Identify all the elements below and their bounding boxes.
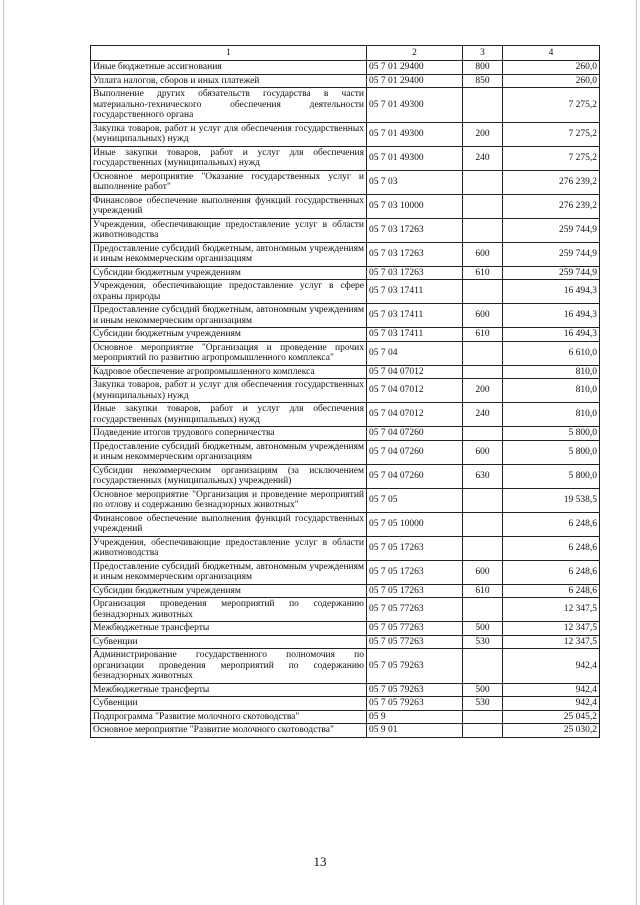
amount-cell: 12 347,5 [503, 635, 600, 649]
target-code-cell: 05 7 01 49300 [367, 146, 463, 170]
table-row [91, 365, 600, 379]
budget-table [90, 45, 600, 738]
item-name-cell: Субсидии бюджетным учреждениям [91, 584, 367, 598]
expense-type-cell: 610 [463, 266, 503, 280]
item-name-cell: Субсидии бюджетным учреждениям [91, 328, 367, 342]
expense-type-cell [463, 598, 503, 622]
item-name-cell: Администрирование государственного полномочия по организации проведения мероприятий по содержанию безнадзорных животных [91, 649, 367, 684]
amount-cell: 6 248,6 [503, 536, 600, 560]
target-code-cell: 05 7 05 77263 [367, 598, 463, 622]
amount-cell: 810,0 [503, 403, 600, 427]
expense-type-cell [463, 341, 503, 365]
item-name-cell: Субсидии бюджетным учреждениям [91, 266, 367, 280]
expense-type-cell [463, 710, 503, 724]
amount-cell: 260,0 [503, 74, 600, 88]
expense-type-cell: 200 [463, 379, 503, 403]
target-code-cell: 05 7 04 07260 [367, 464, 463, 488]
item-name-cell: Закупка товаров, работ и услуг для обеспечения государственных (муниципальных) нужд [91, 379, 367, 403]
table-row [91, 242, 600, 266]
expense-type-cell: 240 [463, 146, 503, 170]
target-code-cell: 05 7 01 29400 [367, 74, 463, 88]
expense-type-cell [463, 512, 503, 536]
amount-cell: 6 248,6 [503, 584, 600, 598]
amount-cell: 19 538,5 [503, 488, 600, 512]
amount-cell: 5 800,0 [503, 440, 600, 464]
amount-cell: 7 275,2 [503, 146, 600, 170]
table-row [91, 304, 600, 328]
item-name-cell: Субсидии некоммерческим организациям (за исключением государственных (муниципальных) учреждений) [91, 464, 367, 488]
expense-type-cell [463, 427, 503, 441]
amount-cell: 25 030,2 [503, 724, 600, 738]
item-name-cell: Учреждения, обеспечивающие предоставление услуг в сфере охраны природы [91, 280, 367, 304]
table-row [91, 403, 600, 427]
expense-type-cell: 600 [463, 560, 503, 584]
item-name-cell: Основное мероприятие "Организация и проведение мероприятий по отлову и содержанию безнадзорных животных" [91, 488, 367, 512]
expense-type-cell [463, 218, 503, 242]
expense-type-cell [463, 280, 503, 304]
item-name-cell: Межбюджетные трансферты [91, 622, 367, 636]
table-row [91, 697, 600, 711]
target-code-cell: 05 7 04 07012 [367, 403, 463, 427]
target-code-cell: 05 7 03 17263 [367, 266, 463, 280]
amount-cell: 260,0 [503, 61, 600, 75]
amount-cell: 12 347,5 [503, 598, 600, 622]
item-name-cell: Уплата налогов, сборов и иных платежей [91, 74, 367, 88]
item-name-cell: Иные закупки товаров, работ и услуг для обеспечения государственных (муниципальных) нужд [91, 403, 367, 427]
item-name-cell: Субвенции [91, 635, 367, 649]
table-row [91, 635, 600, 649]
item-name-cell: Иные бюджетные ассигнования [91, 61, 367, 75]
item-name-cell: Выполнение других обязательств государства в части материально-технического обеспечения деятельности государственного органа [91, 88, 367, 123]
expense-type-cell [463, 365, 503, 379]
table-row [91, 379, 600, 403]
amount-cell: 276 239,2 [503, 194, 600, 218]
amount-cell: 942,4 [503, 649, 600, 684]
amount-cell: 259 744,9 [503, 266, 600, 280]
amount-cell: 6 248,6 [503, 512, 600, 536]
target-code-cell: 05 7 03 17263 [367, 218, 463, 242]
item-name-cell: Иные закупки товаров, работ и услуг для обеспечения государственных (муниципальных) нужд [91, 146, 367, 170]
table-row [91, 194, 600, 218]
table-row [91, 598, 600, 622]
target-code-cell: 05 7 04 07012 [367, 365, 463, 379]
table-row [91, 710, 600, 724]
table-row [91, 280, 600, 304]
table-row [91, 266, 600, 280]
target-code-cell: 05 7 05 79263 [367, 649, 463, 684]
table-row [91, 74, 600, 88]
amount-cell: 5 800,0 [503, 427, 600, 441]
amount-cell: 259 744,9 [503, 242, 600, 266]
expense-type-cell: 200 [463, 122, 503, 146]
item-name-cell: Предоставление субсидий бюджетным, автономным учреждениям и иным некоммерческим организациям [91, 242, 367, 266]
amount-cell: 16 494,3 [503, 280, 600, 304]
expense-type-cell: 500 [463, 683, 503, 697]
item-name-cell: Финансовое обеспечение выполнения функций государственных учреждений [91, 194, 367, 218]
table-row [91, 512, 600, 536]
amount-cell: 25 045,2 [503, 710, 600, 724]
target-code-cell: 05 7 01 49300 [367, 122, 463, 146]
table-row [91, 170, 600, 194]
table-row [91, 464, 600, 488]
table-row [91, 584, 600, 598]
target-code-cell: 05 7 05 10000 [367, 512, 463, 536]
page-number: 13 [313, 854, 327, 869]
amount-cell: 276 239,2 [503, 170, 600, 194]
item-name-cell: Учреждения, обеспечивающие предоставление услуг в области животноводства [91, 536, 367, 560]
expense-type-cell [463, 649, 503, 684]
expense-type-cell [463, 724, 503, 738]
expense-type-cell [463, 536, 503, 560]
expense-type-cell: 600 [463, 242, 503, 266]
target-code-cell: 05 7 05 79263 [367, 697, 463, 711]
header-col-1: 1 [91, 46, 367, 61]
expense-type-cell: 500 [463, 622, 503, 636]
amount-cell: 810,0 [503, 365, 600, 379]
target-code-cell: 05 7 05 79263 [367, 683, 463, 697]
item-name-cell: Кадровое обеспечение агропромышленного комплекса [91, 365, 367, 379]
target-code-cell: 05 7 01 49300 [367, 88, 463, 123]
expense-type-cell: 600 [463, 440, 503, 464]
target-code-cell: 05 9 01 [367, 724, 463, 738]
amount-cell: 12 347,5 [503, 622, 600, 636]
amount-cell: 16 494,3 [503, 328, 600, 342]
expense-type-cell: 610 [463, 328, 503, 342]
table-row [91, 649, 600, 684]
amount-cell: 5 800,0 [503, 464, 600, 488]
item-name-cell: Предоставление субсидий бюджетным, автономным учреждениям и иным некоммерческим организациям [91, 440, 367, 464]
item-name-cell: Субвенции [91, 697, 367, 711]
target-code-cell: 05 7 05 17263 [367, 536, 463, 560]
table-row [91, 88, 600, 123]
table-row [91, 488, 600, 512]
header-col-3: 3 [463, 46, 503, 61]
scan-edge-right [636, 0, 637, 905]
table-row [91, 61, 600, 75]
header-col-2: 2 [367, 46, 463, 61]
target-code-cell: 05 7 04 [367, 341, 463, 365]
amount-cell: 259 744,9 [503, 218, 600, 242]
item-name-cell: Предоставление субсидий бюджетным, автономным учреждениям и иным некоммерческим организациям [91, 304, 367, 328]
expense-type-cell: 800 [463, 61, 503, 75]
target-code-cell: 05 7 03 17263 [367, 242, 463, 266]
table-row [91, 683, 600, 697]
item-name-cell: Подпрограмма "Развитие молочного скотоводства" [91, 710, 367, 724]
item-name-cell: Основное мероприятие "Развитие молочного скотоводства" [91, 724, 367, 738]
amount-cell: 7 275,2 [503, 88, 600, 123]
item-name-cell: Учреждения, обеспечивающие предоставление услуг в области животноводства [91, 218, 367, 242]
table-row [91, 440, 600, 464]
table-row [91, 724, 600, 738]
table-row [91, 536, 600, 560]
amount-cell: 16 494,3 [503, 304, 600, 328]
amount-cell: 942,4 [503, 683, 600, 697]
item-name-cell: Основное мероприятие "Оказание государственных услуг и выполнение работ" [91, 170, 367, 194]
item-name-cell: Межбюджетные трансферты [91, 683, 367, 697]
expense-type-cell: 600 [463, 304, 503, 328]
amount-cell: 810,0 [503, 379, 600, 403]
expense-type-cell: 240 [463, 403, 503, 427]
target-code-cell: 05 7 05 77263 [367, 622, 463, 636]
target-code-cell: 05 7 03 17411 [367, 304, 463, 328]
expense-type-cell: 530 [463, 635, 503, 649]
expense-type-cell: 630 [463, 464, 503, 488]
table-header-row [91, 46, 600, 61]
expense-type-cell: 850 [463, 74, 503, 88]
expense-type-cell: 530 [463, 697, 503, 711]
expense-type-cell [463, 170, 503, 194]
item-name-cell: Предоставление субсидий бюджетным, автономным учреждениям и иным некоммерческим организациям [91, 560, 367, 584]
expense-type-cell [463, 88, 503, 123]
item-name-cell: Организация проведения мероприятий по содержанию безнадзорных животных [91, 598, 367, 622]
table-row [91, 560, 600, 584]
amount-cell: 6 248,6 [503, 560, 600, 584]
target-code-cell: 05 7 04 07260 [367, 427, 463, 441]
scan-edge-left [3, 0, 4, 905]
target-code-cell: 05 7 05 [367, 488, 463, 512]
item-name-cell: Основное мероприятие "Организация и проведение прочих мероприятий по развитию агропромышленного комплекса" [91, 341, 367, 365]
target-code-cell: 05 7 03 17411 [367, 280, 463, 304]
target-code-cell: 05 9 [367, 710, 463, 724]
table-row [91, 146, 600, 170]
table-row [91, 622, 600, 636]
expense-type-cell [463, 194, 503, 218]
table-row [91, 427, 600, 441]
expense-type-cell: 610 [463, 584, 503, 598]
amount-cell: 7 275,2 [503, 122, 600, 146]
budget-table-body [91, 46, 600, 738]
item-name-cell: Закупка товаров, работ и услуг для обеспечения государственных (муниципальных) нужд [91, 122, 367, 146]
target-code-cell: 05 7 04 07012 [367, 379, 463, 403]
item-name-cell: Подведение итогов трудового соперничества [91, 427, 367, 441]
target-code-cell: 05 7 03 10000 [367, 194, 463, 218]
table-row [91, 328, 600, 342]
target-code-cell: 05 7 03 17411 [367, 328, 463, 342]
target-code-cell: 05 7 03 [367, 170, 463, 194]
target-code-cell: 05 7 05 77263 [367, 635, 463, 649]
item-name-cell: Финансовое обеспечение выполнения функций государственных учреждений [91, 512, 367, 536]
target-code-cell: 05 7 04 07260 [367, 440, 463, 464]
table-row [91, 122, 600, 146]
target-code-cell: 05 7 05 17263 [367, 584, 463, 598]
header-col-4: 4 [503, 46, 600, 61]
table-row [91, 218, 600, 242]
table-row [91, 341, 600, 365]
target-code-cell: 05 7 01 29400 [367, 61, 463, 75]
expense-type-cell [463, 488, 503, 512]
amount-cell: 6 610,0 [503, 341, 600, 365]
target-code-cell: 05 7 05 17263 [367, 560, 463, 584]
amount-cell: 942,4 [503, 697, 600, 711]
